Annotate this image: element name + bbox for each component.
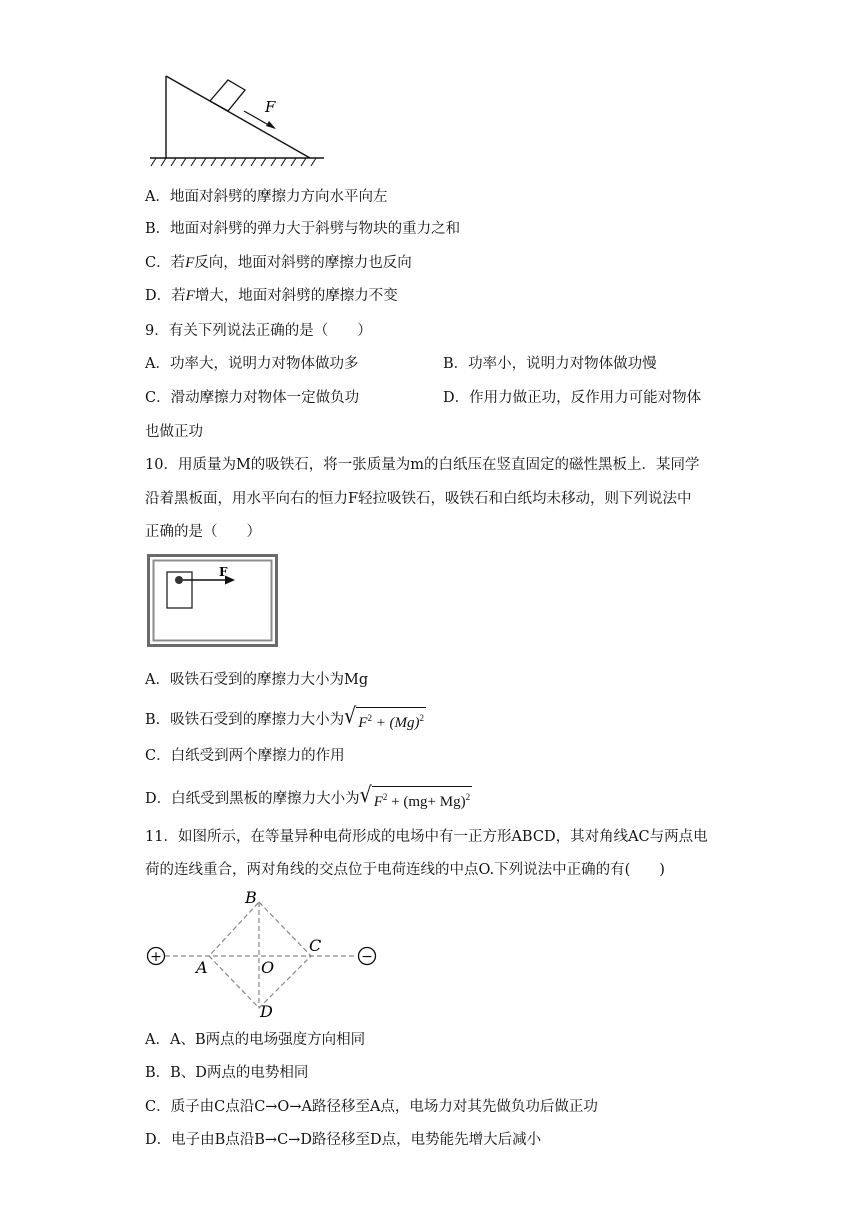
q10-option-a: A．吸铁石受到的摩擦力大小为Mg [145, 672, 369, 688]
q11-option-b: B．B、D两点的电势相同 [145, 1065, 309, 1081]
q10-stem-line-3: 正确的是（ ） [145, 524, 261, 540]
q11-stem-line-2: 荷的连线重合，两对角线的交点位于电荷连线的中点O.下列说法中正确的有( ) [145, 862, 665, 878]
point-b-label: B [245, 888, 257, 907]
blackboard-figure [147, 554, 279, 648]
force-label: F [265, 98, 276, 116]
point-a-label: A [196, 958, 208, 977]
magnet-force-label: F [219, 565, 228, 579]
q10-option-d-text: D．白纸受到黑板的摩擦力大小为 [145, 791, 360, 807]
q8-option-d-var: F [185, 288, 195, 304]
q10-option-b-text: B．吸铁石受到的摩擦力大小为 [145, 712, 345, 728]
charges-square-figure [143, 884, 383, 1020]
q9-option-c: C．滑动摩擦力对物体一定做负功 [145, 390, 360, 406]
q10-option-d-formula-rest: + (mg+ Mg) [391, 794, 466, 810]
q8-option-c-post: 反向，地面对斜劈的摩擦力也反向 [194, 255, 412, 271]
q8-option-d-post: 增大，地面对斜劈的摩擦力不变 [194, 288, 398, 304]
q10-option-d [145, 782, 472, 812]
q10-option-b-formula: √ $F^2 + (Mg)^2$ [344, 703, 425, 731]
point-o-label: O [261, 958, 275, 977]
q8-option-c-var: F [185, 255, 195, 271]
q10-option-b [145, 703, 426, 733]
q10-option-b-formula-rest: + (Mg) [375, 715, 420, 731]
negative-charge: − [361, 949, 373, 965]
q9-stem: 9．有关下列说法正确的是（ ） [145, 323, 372, 339]
q11-stem-line-1: 11．如图所示，在等量异种电荷形成的电场中有一正方形ABCD，其对角线AC与两点电 [145, 829, 708, 845]
incline-figure [148, 70, 333, 170]
q11-option-a: A．A、B两点的电场强度方向相同 [145, 1032, 366, 1048]
q8-option-c-pre: C．若 [145, 255, 186, 271]
q8-option-d-pre: D．若 [145, 288, 186, 304]
point-d-label: D [260, 1002, 273, 1020]
q10-option-d-formula-f: F [373, 794, 383, 810]
q10-option-b-formula-f: F [358, 715, 368, 731]
q9-option-d: D．作用力做正功，反作用力可能对物体 [443, 390, 702, 406]
q8-option-b: B．地面对斜劈的弹力大于斜劈与物块的重力之和 [145, 221, 461, 237]
q9-option-a: A．功率大，说明力对物体做功多 [145, 356, 359, 372]
point-c-label: C [309, 936, 322, 955]
q11-option-c: C．质子由C点沿C→O→A路径移至A点，电场力对其先做负功后做正功 [145, 1099, 598, 1115]
q10-stem-line-1: 10．用质量为M的吸铁石，将一张质量为m的白纸压在竖直固定的磁性黑板上．某同学 [145, 457, 700, 473]
q8-option-d [145, 286, 398, 306]
q9-option-b: B．功率小，说明力对物体做功慢 [443, 356, 657, 372]
q10-stem-line-2: 沿着黑板面，用水平向右的恒力F轻拉吸铁石，吸铁石和白纸均未移动，则下列说法中 [145, 491, 692, 507]
q10-option-d-formula: √ $F^2 + (mg+ Mg)^2$ [359, 782, 471, 810]
q11-option-d: D．电子由B点沿B→C→D路径移至D点，电势能先增大后减小 [145, 1132, 542, 1148]
q9-option-d-continued: 也做正功 [145, 424, 203, 440]
q10-option-c: C．白纸受到两个摩擦力的作用 [145, 748, 345, 764]
q8-option-a: A．地面对斜劈的摩擦力方向水平向左 [145, 189, 388, 205]
q8-option-c [145, 253, 412, 273]
positive-charge: + [150, 949, 162, 965]
